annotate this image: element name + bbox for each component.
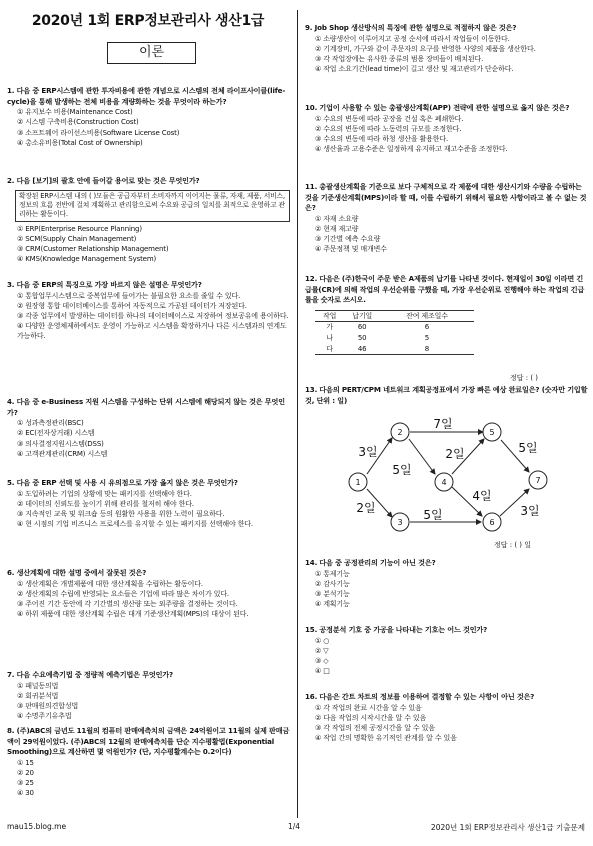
option: ② ▽: [315, 646, 329, 655]
question-8: [7, 726, 290, 799]
table-cell: 6: [424, 323, 430, 332]
example-box: 확장된 ERP시스템 내의 ( )모듈은 공급자부터 소비자까지 이어지는 물류, 자재, 제품, 서비스, 정보의 흐름 전반에 걸쳐 계획하고 관리함으로써 수요와 공급의 일치를 최적으로 운영하고 관리하는 활동이다.: [15, 190, 290, 222]
option: ① 각 작업의 완료 시간을 알 수 있음: [315, 703, 422, 712]
option: ② 데이터의 신뢰도를 높이기 위해 관리를 철저히 해야 한다.: [17, 499, 194, 508]
question-4: [7, 397, 290, 459]
question-14: [305, 558, 588, 609]
option: ③ 각종 업무에서 발생하는 데이터를 하나의 데이터베이스로 저장하여 정보공유에 용이하다.: [17, 312, 289, 320]
answer-blank: 정답 : ( ): [510, 374, 539, 382]
question-text: 14. 다음 중 공정관리의 기능이 아닌 것은?: [305, 558, 436, 567]
option: ② EC(전자상거래) 시스템: [17, 429, 95, 438]
table-cell: 가: [326, 323, 333, 332]
answer-blank: 정답 : ( ) 일: [494, 541, 532, 549]
option: ③ 주어진 기간 동안에 각 기간별의 생산량 또는 외주량을 결정하는 것이다.: [17, 600, 238, 608]
node-label: 6: [489, 518, 495, 527]
footer-url: mau15.blog.me: [7, 822, 67, 831]
edge-label: 5일: [423, 508, 443, 522]
question-text: 6. 생산계획에 대한 설명 중에서 잘못된 것은?: [7, 568, 147, 577]
table-row: [315, 333, 474, 344]
question-text: 15. 공정분석 기호 중 가공을 나타내는 기호는 어느 것인가?: [305, 625, 488, 634]
node-label: 3: [397, 518, 403, 527]
question-text: 8. (주)ABC의 금년도 11월의 컴퓨터 판매예측치의 금액은 24억원이고 11월의 실제 판매금액이 29억원이었다. (주)ABC의 12월의 판매예측치를 단순 지수평활법(Exponential Smoothing)으로 계산하면 몇 억원인가? (단, 지수평활계수는 0.2이다): [7, 726, 290, 757]
option: ② 생산계획의 수립에 반영되는 요소들은 기업에 따라 많은 차이가 있다.: [17, 589, 230, 598]
question-text: 12. 다음은 (주)한국이 주문 받은 A제품의 납기를 나타낸 것이다. 현재일이 30일 이라면 긴급률(CR)에 의해 작업의 우선순위를 구했을 때, 가장 우선순위로 진행해야 하는 작업의 긴급률을 숫자로 쓰시오.: [305, 274, 585, 305]
option: ② 20: [17, 768, 34, 777]
option: ① 15: [17, 758, 34, 767]
node-label: 7: [535, 476, 541, 485]
question-text: 3. 다음 중 ERP의 특징으로 가장 바르지 않은 설명은 무엇인가?: [7, 280, 202, 289]
option: ④ 다양한 운영체제하에서도 운영이 가능하고 시스템을 확장하거나 다른 시스템과의 연계도 가능하다.: [17, 322, 287, 341]
question-11: [305, 182, 588, 255]
option: ④ 수명주기유추법: [17, 712, 72, 721]
option: ③ 의사결정지원시스템(DSS): [17, 439, 104, 448]
question-3: [7, 280, 290, 342]
question-text: 2. 다음 [보기]의 괄호 안에 들어갈 용어로 맞는 것은 무엇인가?: [7, 176, 200, 185]
option: ④ 30: [17, 789, 34, 798]
column-divider: [297, 10, 298, 818]
table-cell: 다: [326, 344, 333, 353]
table-cell: 5: [424, 333, 430, 342]
question-9: [305, 23, 588, 74]
question-text: 10. 기업이 사용할 수 있는 총괄생산계획(APP) 전략에 관한 설명으로 옳지 않은 것은?: [305, 103, 570, 112]
node-label: 2: [397, 428, 403, 437]
option: ① 생산계획은 개별제품에 대한 생산계획을 수립하는 활동이다.: [17, 579, 203, 588]
edge-label: 4일: [472, 489, 492, 503]
question-1: [7, 86, 290, 148]
priority-table: [315, 310, 474, 355]
question-10: [305, 103, 588, 154]
option: ④ 현 시점의 기업 비즈니스 프로세스를 유지할 수 있는 패키지를 선택해야 한다.: [17, 520, 253, 529]
question-5: [7, 478, 290, 529]
option: ② 회귀분석법: [17, 691, 59, 700]
option: ① ○: [315, 636, 330, 645]
table-cell: 8: [424, 344, 430, 353]
edge-label: 5일: [518, 441, 538, 455]
option: ① 자재 소요량: [315, 214, 359, 223]
option: ② 원장형 통합 데이터베이스를 통하여 자동적으로 가공된 데이터가 저장된다.: [17, 301, 247, 310]
table-header: 작업: [315, 310, 344, 322]
table-cell: 46: [357, 344, 367, 353]
option: ④ 작업 간의 명확한 유기적인 관계를 알 수 있음: [315, 734, 457, 743]
option: ④ KMS(Knowledge Management System): [17, 255, 157, 264]
edge-label: 3일: [358, 445, 378, 459]
question-6: [7, 568, 290, 619]
option: ③ 기간별 예측 수요량: [315, 235, 381, 244]
option: ① 도입하려는 기업의 상황에 맞는 패키지를 선택해야 한다.: [17, 489, 192, 498]
table-header: 납기일: [344, 310, 380, 322]
option: ③ 25: [17, 779, 34, 788]
option: ① 성과측정관리(BSC): [17, 419, 84, 428]
node-label: 1: [355, 478, 361, 487]
question-text: 11. 총괄생산계획을 기준으로 보다 구체적으로 각 제품에 대한 생산시기와 수량을 수립하는 것을 기준생산계획(MPS)이라 할 때, 이를 수립하기 위해서 필요한 사항이라고 볼 수 없는 것은?: [305, 182, 587, 213]
option: ② SCM(Supply Chain Management): [17, 235, 137, 244]
table-header: 잔여 제조일수: [380, 310, 474, 322]
option: ② 다음 작업의 시작시간을 알 수 있음: [315, 713, 427, 722]
option: ④ 고객관계관리(CRM) 시스템: [17, 449, 108, 458]
option: ② 수요의 변동에 따라 노동력의 규모를 조정한다.: [315, 124, 462, 133]
option: ③ 각 작업장에는 유사한 종류의 범용 장비들이 배치된다.: [315, 55, 484, 63]
option: ② 시스템 구축비용(Construction Cost): [17, 118, 139, 127]
option: ③ 판매원의견합성법: [17, 702, 79, 710]
edge-label: 7일: [433, 417, 453, 431]
page-number: 1/4: [288, 822, 301, 831]
table-row: [315, 344, 474, 355]
option: ① ERP(Enterprise Resource Planning): [17, 224, 142, 233]
option: ① 통합업무시스템으로 중복업무에 들어가는 불필요한 요소를 줄일 수 있다.: [17, 291, 241, 300]
option: ② 기계장비, 가구와 같이 주문자의 요구를 반영한 사양의 제품을 생산한다.: [315, 44, 536, 53]
table-row: [315, 322, 474, 333]
edge-label: 2일: [445, 447, 465, 461]
question-text: 7. 다음 수요예측기법 중 정량적 예측기법은 무엇인가?: [7, 670, 173, 679]
option: ② 현재 재고량: [315, 224, 359, 233]
table-cell: 60: [357, 323, 367, 332]
question-text: 13. 다음의 PERT/CPM 네트워크 계획공정표에서 가장 빠른 예상 완료일은? (숫자만 기입할 것, 단위 : 일): [305, 385, 588, 405]
edge-label: 5일: [392, 463, 412, 477]
edge-2-4: [409, 439, 435, 474]
option: ③ 각 작업의 전체 공정시간을 알 수 있음: [315, 724, 435, 732]
question-text: 4. 다음 중 e-Business 지원 시스템을 구성하는 단위 시스템에 해당되지 않는 것은 무엇인가?: [7, 397, 285, 417]
question-12: [305, 274, 588, 355]
question-text: 16. 다음은 간트 차트의 정보를 이용하여 결정할 수 있는 사항이 아닌 것은?: [305, 692, 535, 701]
pert-network-diagram: [330, 412, 570, 537]
question-16: [305, 692, 588, 743]
option: ① 통제기능: [315, 569, 350, 578]
option: ① 수요의 변동에 따라 공장을 건설 혹은 폐쇄한다.: [315, 114, 464, 123]
question-text: 1. 다음 중 ERP시스템에 관한 투자비용에 관한 개념으로 시스템의 전체 라이프사이클(life-cycle)을 통해 발생하는 전체 비용을 계량화하는 것을 무엇이라 하는가?: [7, 86, 286, 106]
table-cell: 50: [357, 333, 367, 342]
node-label: 5: [489, 428, 495, 437]
option: ① 패널동의법: [17, 681, 59, 690]
option: ④ 작업 소요기간(lead time)이 길고 생산 및 재고관리가 단순하다.: [315, 65, 514, 74]
option: ④ 하위 제품에 대한 생산계획 수립은 대개 기준생산계획(MPS)의 대상이 된다.: [17, 610, 249, 619]
question-13: [305, 385, 588, 406]
footer-title: 2020년 1회 ERP정보관리사 생산1급 기출문제: [430, 823, 585, 832]
option: ③ ◇: [315, 657, 329, 665]
option: ④ □: [315, 667, 330, 676]
question-text: 9. Job Shop 생산방식의 특징에 관한 설명으로 적절하지 않은 것은?: [305, 23, 517, 32]
question-2: [7, 176, 290, 265]
page-title: 2020년 1회 ERP정보관리사 생산1급: [31, 13, 265, 29]
option: ④ 주문정책 및 매개변수: [315, 245, 387, 254]
option: ③ 소프트웨어 라이선스비용(Software License Cost): [17, 128, 180, 137]
edge-label: 2일: [356, 501, 376, 515]
option: ③ 지속적인 교육 및 워크숍 등의 원활한 사용을 위한 노력이 필요하다.: [17, 510, 225, 518]
option: ① 유지보수 비용(Maintenance Cost): [17, 108, 133, 117]
question-15: [305, 625, 588, 676]
option: ③ 수요의 변동에 따라 하청 생산을 활용한다.: [315, 135, 449, 143]
option: ④ 총소유비용(Total Cost of Ownership): [17, 138, 143, 147]
option: ③ 분석기능: [315, 590, 350, 598]
table-cell: 나: [326, 333, 333, 342]
node-label: 4: [441, 478, 447, 487]
question-text: 5. 다음 중 ERP 선택 및 사용 시 유의점으로 가장 옳지 않은 것은 무엇인가?: [7, 478, 238, 487]
edge-label: 3일: [520, 504, 540, 518]
option: ③ CRM(Customer Relationship Management): [17, 245, 169, 254]
option: ④ 계획기능: [315, 600, 350, 609]
option: ② 감사기능: [315, 579, 350, 588]
question-7: [7, 670, 290, 721]
option: ④ 생산율과 고용수준은 일정하게 유지하고 재고수준을 조정한다.: [315, 145, 508, 154]
option: ① 소량생산이 이루어지고 공정 순서에 따라서 작업들이 이동한다.: [315, 34, 510, 43]
section-label: 이론: [107, 42, 196, 64]
